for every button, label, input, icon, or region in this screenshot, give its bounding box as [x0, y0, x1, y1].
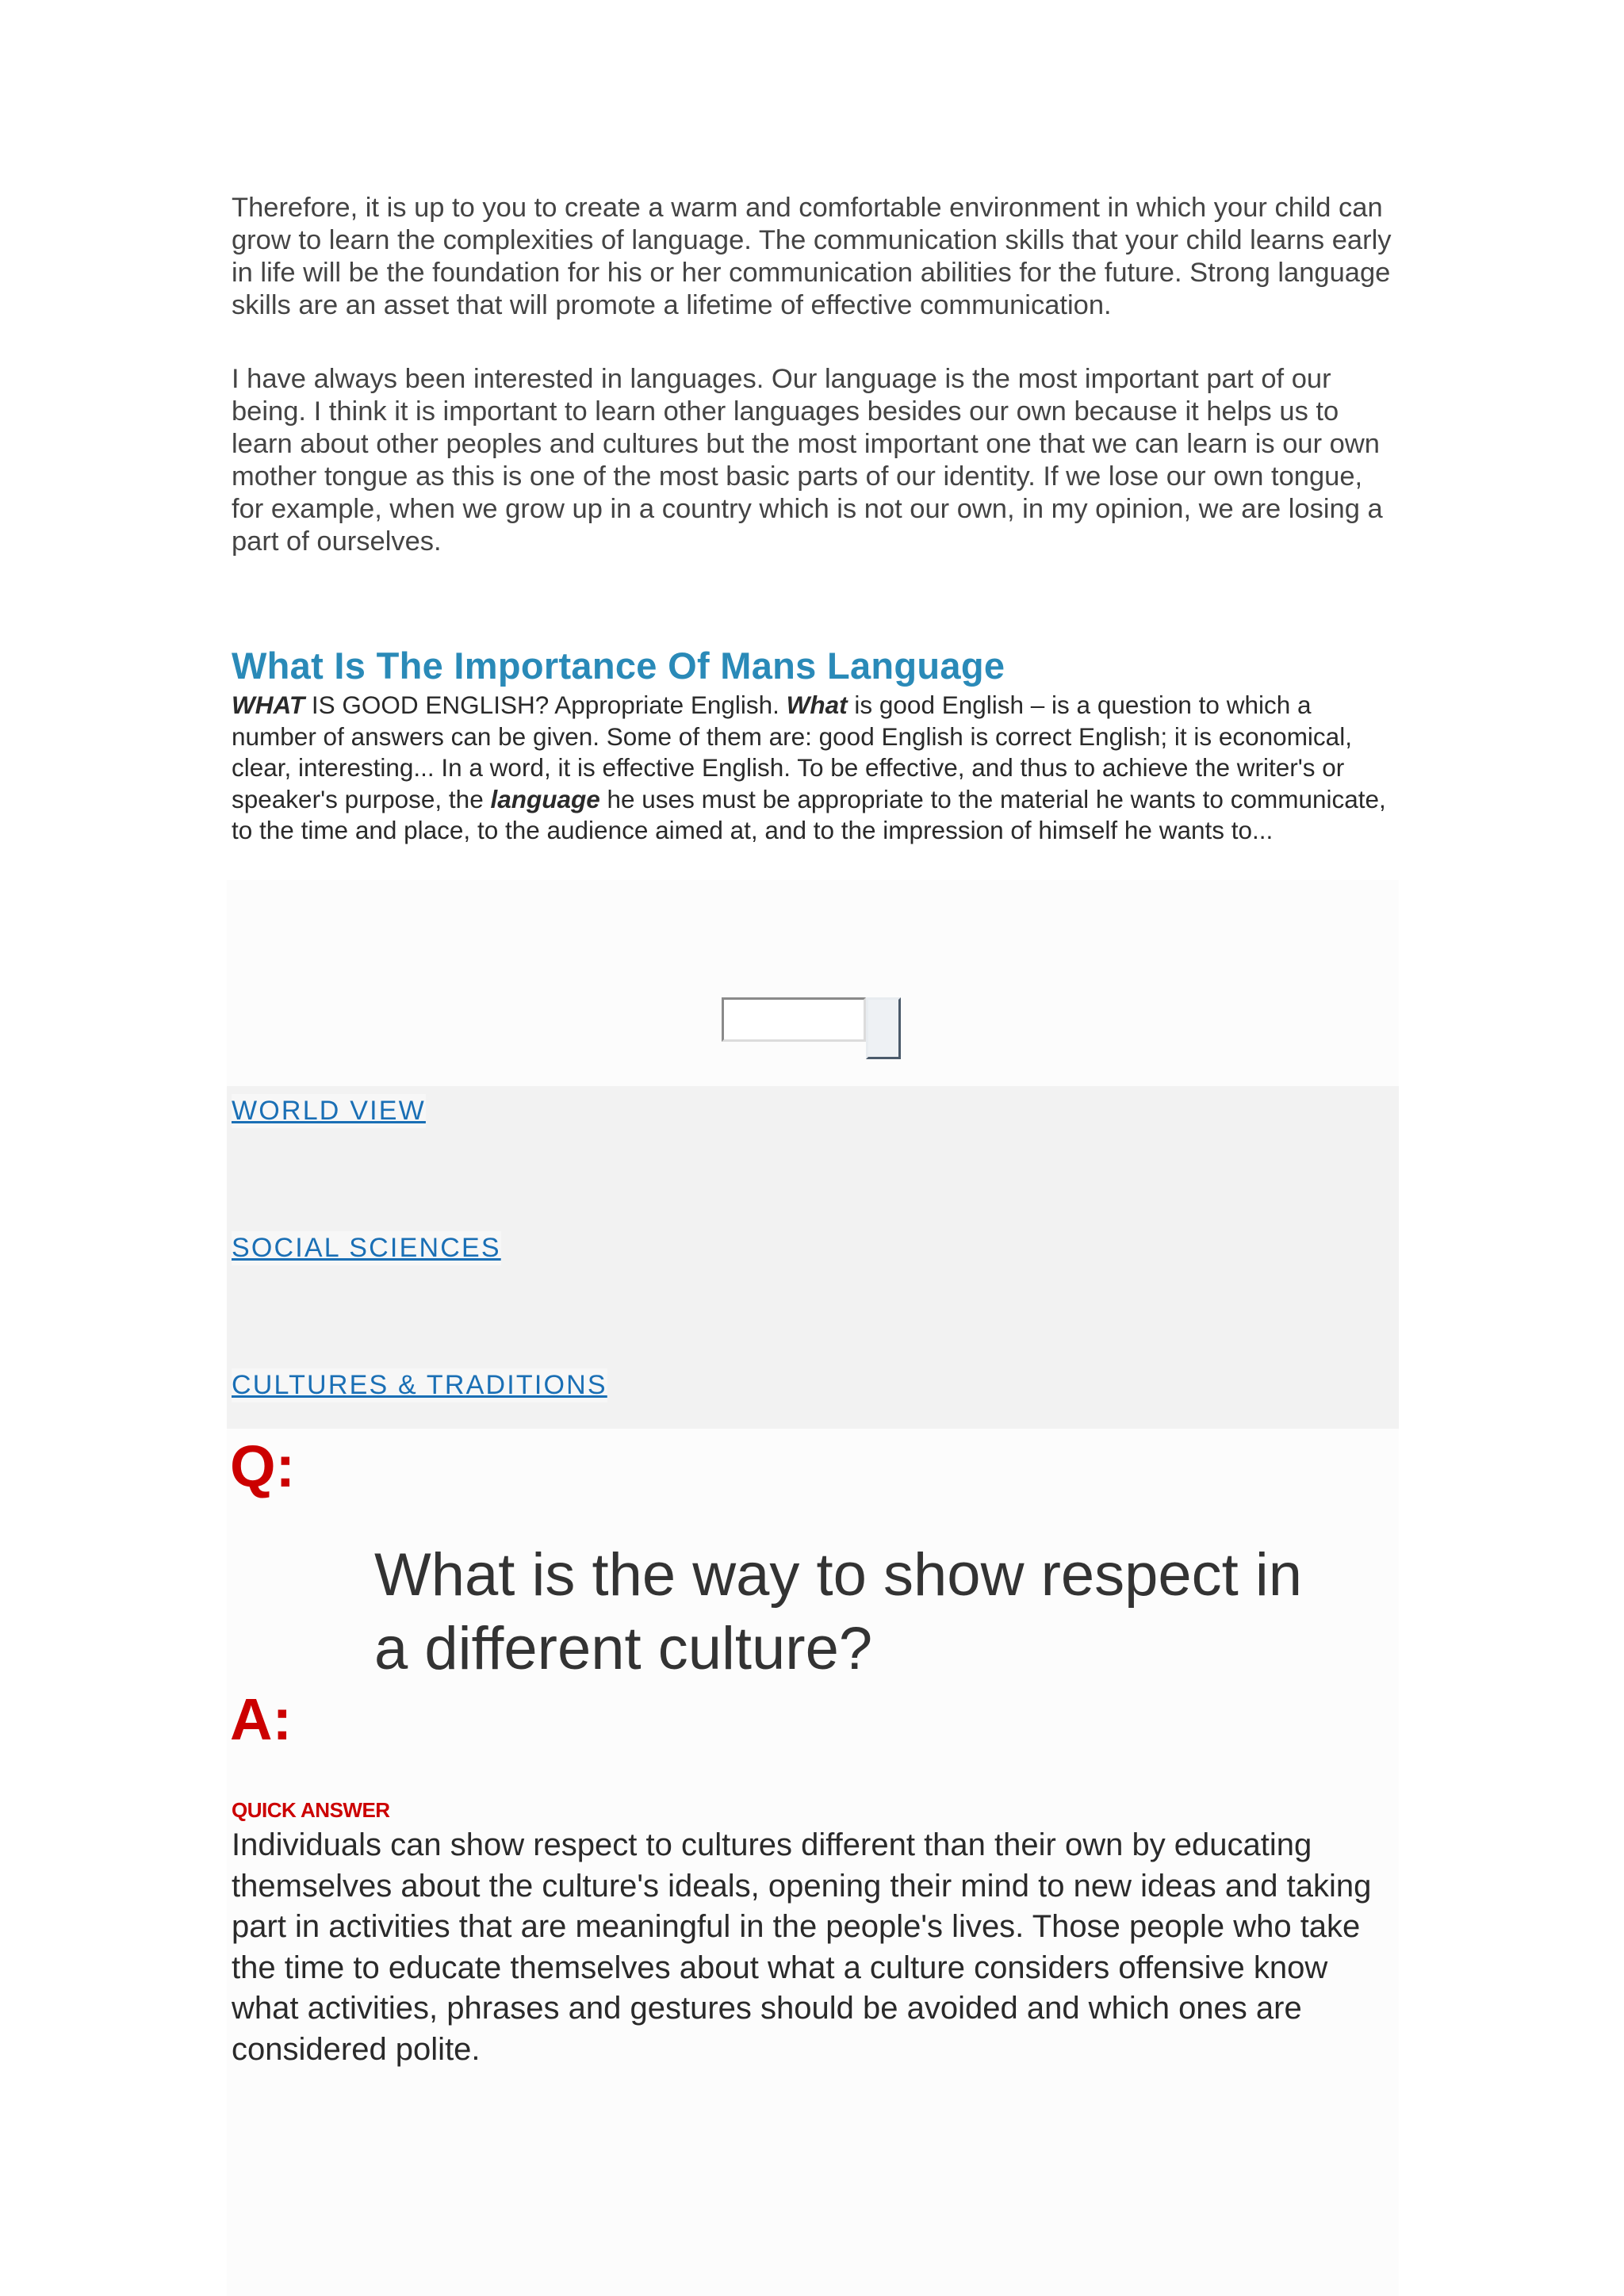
question-text: What is the way to show respect in a different culture? — [374, 1541, 1303, 1682]
question-label: Q: — [230, 1433, 296, 1499]
embedded-scroll-button[interactable] — [866, 997, 901, 1059]
answer-label: A: — [230, 1686, 293, 1752]
article-excerpt — [232, 690, 1397, 847]
answer-text: Individuals can show respect to cultures different than their own by educating themselves about the culture's ideals, opening their mind to new ideas and taking part in activities that are meaningful in the people's lives. Those people who take the time to educate themselves about what a culture considers offensive know what activities, phrases and gestures should be avoided and which ones are considered polite. — [232, 1827, 1372, 2067]
quick-answer-label: QUICK ANSWER — [232, 1798, 390, 1822]
excerpt-text-3: he uses must be appropriate to the material he wants to communicate, to the time and place, to the audience aimed at, and to the impression of himself he wants to... — [232, 784, 1386, 844]
article-heading: What Is The Importance Of Mans Language — [232, 645, 1005, 687]
excerpt-text-2: is good English – is a question to which a number of answers can be given. Some of them are: good English is correct English; it is economical, clear, interesting... In a word, it is effective English. To be effective, and thus to achieve the writer's or speaker's purpose, the — [232, 691, 1352, 813]
excerpt-text-1: IS GOOD ENGLISH? Appropriate English. — [304, 691, 787, 719]
nav-link-social-sciences[interactable]: SOCIAL SCIENCES — [232, 1231, 501, 1265]
excerpt-bold-what-caps: WHAT — [232, 691, 305, 719]
nav-link-world-view[interactable]: WORLD VIEW — [232, 1094, 426, 1128]
embedded-input-field[interactable] — [722, 997, 866, 1042]
nav-link-cultures-traditions[interactable]: CULTURES & TRADITIONS — [232, 1368, 607, 1402]
body-paragraph-1: Therefore, it is up to you to create a warm and comfortable environment in which your child can grow to learn the complexities of language. The communication skills that your child learns early in life will be the foundation for his or her communication abilities for the future. Strong language skills are an asset that will promote a lifetime of effective communication. — [232, 193, 1392, 320]
body-paragraph-2: I have always been interested in languages. Our language is the most important part of our being. I think it is important to learn other languages besides our own because it helps us to learn about other peoples and cultures but the most important one that we can learn is our own mother tongue as this is one of the most basic parts of our identity. If we lose our own tongue, for example, when we grow up in a country which is not our own, in my opinion, we are losing a part of ourselves. — [232, 364, 1383, 557]
excerpt-bold-language: language — [490, 784, 600, 813]
excerpt-bold-what: What — [786, 691, 848, 719]
